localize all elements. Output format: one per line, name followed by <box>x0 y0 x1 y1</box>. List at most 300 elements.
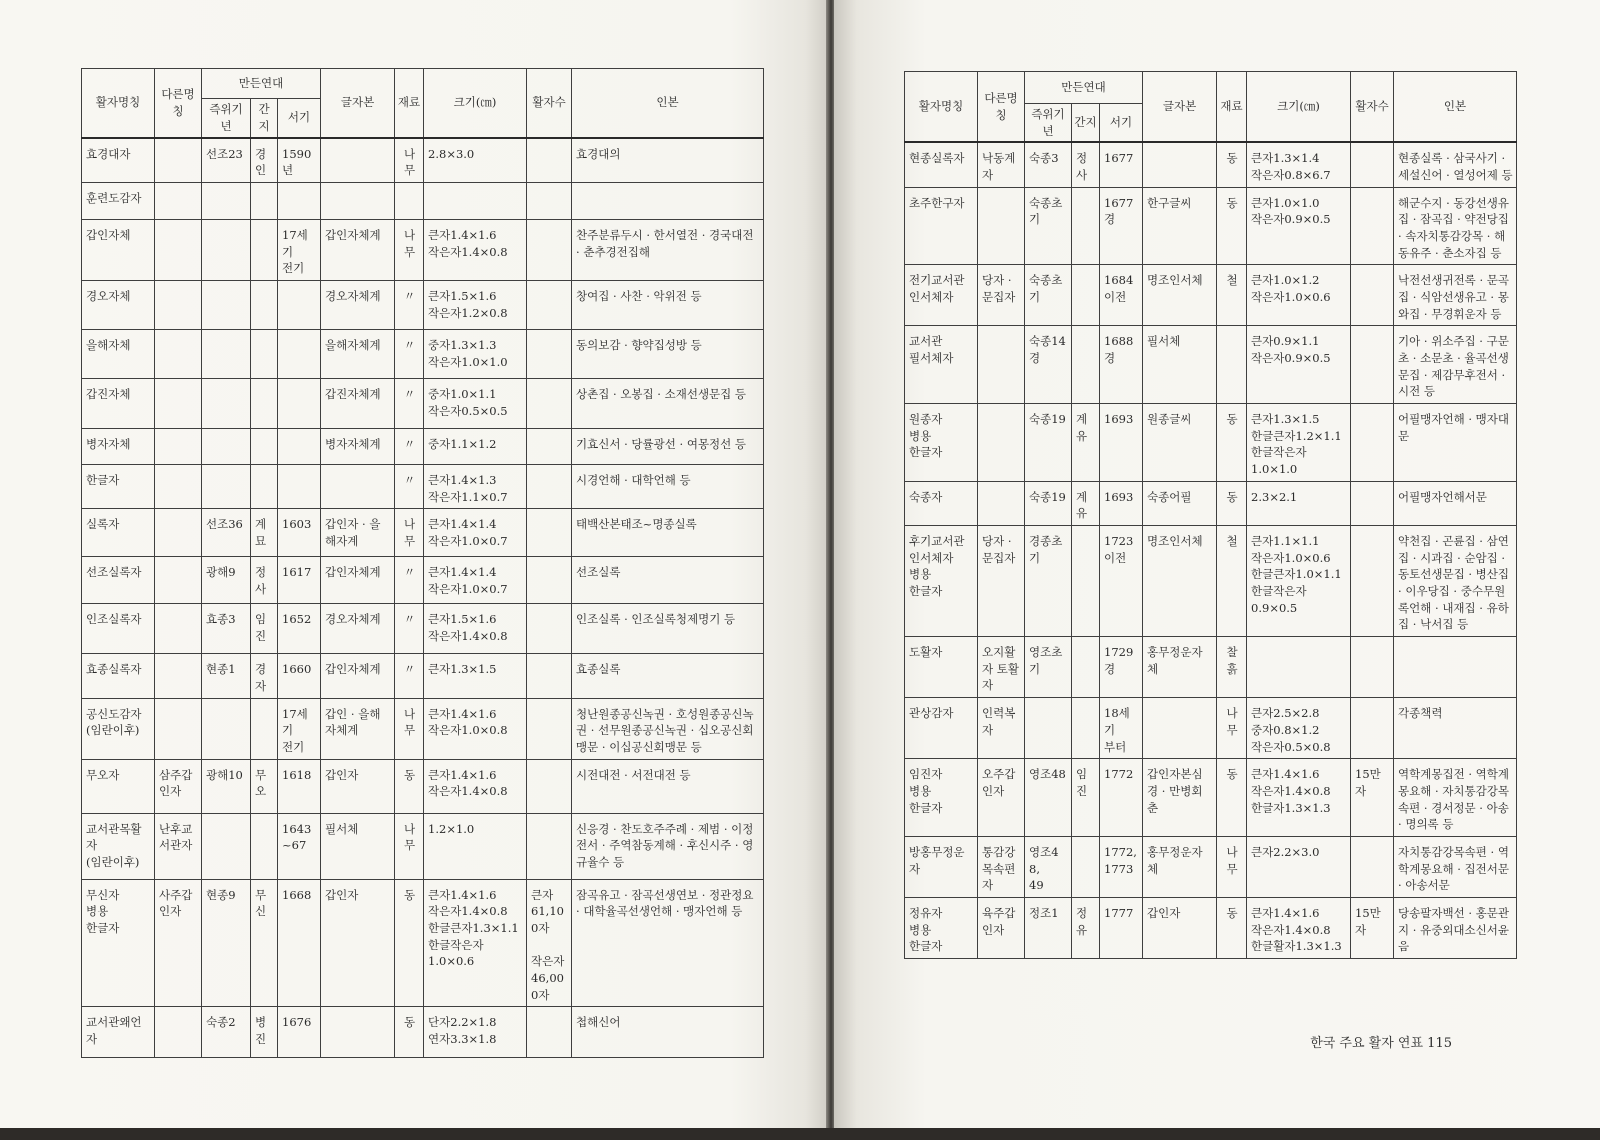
material-cell: 동 <box>395 1007 424 1058</box>
other-name-cell <box>155 604 202 654</box>
period-cell: 1617 <box>278 557 321 604</box>
other-name-cell <box>155 219 202 280</box>
other-name-cell: 당자 · 문집자 <box>978 265 1025 326</box>
material-cell: 찰흙 <box>1217 637 1247 698</box>
type-name-cell: 무신자 병용 한글자 <box>82 879 155 1007</box>
material-cell: 나무 <box>395 219 424 280</box>
page-caption: 한국 주요 활자 연표 115 <box>1310 1036 1452 1051</box>
other-name-cell <box>155 182 202 219</box>
type-name-cell: 후기교서관 인서체자 병용 한글자 <box>905 526 978 637</box>
reign-year-cell: 현종9 <box>202 879 251 1007</box>
size-cell: 큰자1.4×1.4 작은자1.0×0.7 <box>424 509 527 557</box>
table-row <box>905 526 1517 637</box>
table-row <box>82 759 764 813</box>
right-type-table <box>904 71 1517 959</box>
ganji-cell: 무신 <box>251 879 278 1007</box>
period-cell: 1618 <box>278 759 321 813</box>
period-cell <box>278 329 321 378</box>
printed-books-cell: 현종실록 · 삼국사기 · 세설신어 · 열성어제 등 <box>1394 142 1517 187</box>
reign-year-cell <box>202 428 251 464</box>
size-cell: 큰자1.5×1.6 작은자1.4×0.8 <box>424 604 527 654</box>
material-cell: 〃 <box>395 604 424 654</box>
other-name-cell <box>155 698 202 759</box>
header-material: 재료 <box>395 69 424 138</box>
printed-books-cell: 해군수지 · 동강선생유집 · 잠곡집 · 약전당집 · 속자치통감강목 · 해동유주 · 춘소자집 등 <box>1394 187 1517 265</box>
ganji-cell: 무오 <box>251 759 278 813</box>
table-row <box>82 329 764 378</box>
table-row <box>905 404 1517 482</box>
header-count: 활자수 <box>1351 72 1394 143</box>
reign-year-cell: 숙종2 <box>202 1007 251 1058</box>
table-row <box>82 1007 764 1058</box>
header-other-name: 다른명칭 <box>155 69 202 138</box>
script-cell: 갑인자체계 <box>321 219 395 280</box>
script-cell <box>321 182 395 219</box>
printed-books-cell: 선조실록 <box>572 557 764 604</box>
material-cell: 〃 <box>395 428 424 464</box>
printed-books-cell: 신응경 · 찬도호주주례 · 제범 · 이정전서 · 주역참동계해 · 후신시주 · 영규율수 등 <box>572 813 764 879</box>
size-cell: 큰자1.4×1.4 작은자1.0×0.7 <box>424 557 527 604</box>
type-name-cell: 전기교서관 인서체자 <box>905 265 978 326</box>
size-cell: 큰자1.0×1.2 작은자1.0×0.6 <box>1247 265 1351 326</box>
script-cell: 숙종어필 <box>1143 481 1217 525</box>
ganji-cell <box>1072 187 1100 265</box>
type-name-cell: 숙종자 <box>905 481 978 525</box>
printed-books-cell <box>572 182 764 219</box>
period-cell: 18세기 부터 <box>1100 698 1143 759</box>
reign-year-cell: 선조23 <box>202 138 251 183</box>
count-cell <box>1351 481 1394 525</box>
type-name-cell: 임진자 병용 한글자 <box>905 759 978 837</box>
material-cell: 동 <box>395 759 424 813</box>
size-cell: 큰자1.4×1.6 작은자1.4×0.8 <box>424 219 527 280</box>
count-cell <box>527 329 572 378</box>
period-cell: 1723이전 <box>1100 526 1143 637</box>
script-cell: 명조인서체 <box>1143 526 1217 637</box>
header-printed-books: 인본 <box>1394 72 1517 143</box>
ganji-cell <box>1072 526 1100 637</box>
other-name-cell <box>155 1007 202 1058</box>
table-row <box>82 219 764 280</box>
reign-year-cell: 광해10 <box>202 759 251 813</box>
script-cell: 경오자체계 <box>321 280 395 329</box>
right-table-body <box>905 142 1517 958</box>
type-name-cell: 경오자체 <box>82 280 155 329</box>
period-cell: 17세기 전기 <box>278 698 321 759</box>
table-row <box>82 182 764 219</box>
material-cell: 동 <box>1217 897 1247 958</box>
reign-year-cell <box>202 182 251 219</box>
material-cell <box>395 182 424 219</box>
header-script: 글자본 <box>1143 72 1217 143</box>
table-row <box>905 142 1517 187</box>
header-made-era: 만든연대 <box>202 69 321 99</box>
script-cell: 필서체 <box>1143 326 1217 404</box>
other-name-cell <box>155 654 202 698</box>
reign-year-cell: 숙종3 <box>1025 142 1072 187</box>
printed-books-cell: 태백산본태조~명종실록 <box>572 509 764 557</box>
period-cell <box>278 182 321 219</box>
header-ganji: 간지 <box>1072 104 1100 143</box>
material-cell: 동 <box>1217 142 1247 187</box>
header-type-name: 활자명칭 <box>905 72 978 143</box>
header-material: 재료 <box>1217 72 1247 143</box>
table-row <box>905 481 1517 525</box>
printed-books-cell: 효종실록 <box>572 654 764 698</box>
reign-year-cell: 선조36 <box>202 509 251 557</box>
other-name-cell <box>155 464 202 508</box>
count-cell <box>1351 187 1394 265</box>
header-ganji: 간지 <box>251 99 278 138</box>
type-name-cell: 초주한구자 <box>905 187 978 265</box>
size-cell: 큰자1.0×1.0 작은자0.9×0.5 <box>1247 187 1351 265</box>
period-cell: 1677 <box>1100 142 1143 187</box>
other-name-cell: 삼주갑인자 <box>155 759 202 813</box>
header-other-name: 다른명칭 <box>978 72 1025 143</box>
script-cell <box>321 138 395 183</box>
type-name-cell: 갑진자체 <box>82 378 155 428</box>
period-cell: 1693 <box>1100 404 1143 482</box>
right-page <box>834 0 1600 1128</box>
ganji-cell <box>251 182 278 219</box>
size-cell: 큰자2.2×3.0 <box>1247 836 1351 897</box>
count-cell <box>527 182 572 219</box>
size-cell: 큰자1.4×1.3 작은자1.1×0.7 <box>424 464 527 508</box>
ganji-cell <box>251 428 278 464</box>
size-cell: 큰자1.4×1.6 작은자1.4×0.8 한글활자1.3×1.3 <box>1247 897 1351 958</box>
type-name-cell: 병자자체 <box>82 428 155 464</box>
script-cell: 홍무정운자체 <box>1143 637 1217 698</box>
table-row <box>82 138 764 183</box>
type-name-cell: 훈련도감자 <box>82 182 155 219</box>
header-printed-books: 인본 <box>572 69 764 138</box>
ganji-cell: 계유 <box>1072 404 1100 482</box>
reign-year-cell: 영조초기 <box>1025 637 1072 698</box>
material-cell: 〃 <box>395 654 424 698</box>
reign-year-cell <box>202 329 251 378</box>
size-cell: 2.3×2.1 <box>1247 481 1351 525</box>
period-cell <box>278 464 321 508</box>
table-row <box>82 879 764 1007</box>
printed-books-cell: 각종책력 <box>1394 698 1517 759</box>
count-cell <box>527 138 572 183</box>
ganji-cell <box>251 698 278 759</box>
script-cell <box>321 464 395 508</box>
header-size: 크기(㎝) <box>1247 72 1351 143</box>
size-cell: 2.8×3.0 <box>424 138 527 183</box>
period-cell: 1590년 <box>278 138 321 183</box>
left-table-body <box>82 138 764 1058</box>
script-cell: 갑인자 <box>321 879 395 1007</box>
material-cell: 동 <box>1217 481 1247 525</box>
period-cell: 17세기 전기 <box>278 219 321 280</box>
count-cell <box>1351 265 1394 326</box>
type-name-cell: 선조실록자 <box>82 557 155 604</box>
count-cell <box>1351 698 1394 759</box>
count-cell <box>1351 836 1394 897</box>
ganji-cell: 정사 <box>1072 142 1100 187</box>
other-name-cell: 난후교서관자 <box>155 813 202 879</box>
material-cell: 나무 <box>395 138 424 183</box>
size-cell <box>424 182 527 219</box>
ganji-cell <box>251 464 278 508</box>
script-cell: 갑인자 · 을해자계 <box>321 509 395 557</box>
bottom-edge-shadow <box>0 1128 1600 1140</box>
material-cell: 동 <box>1217 759 1247 837</box>
printed-books-cell: 시전대전 · 서전대전 등 <box>572 759 764 813</box>
material-cell: 〃 <box>395 464 424 508</box>
reign-year-cell: 경종초기 <box>1025 526 1072 637</box>
period-cell: 1676 <box>278 1007 321 1058</box>
ganji-cell <box>1072 637 1100 698</box>
script-cell: 갑인 · 을해자체계 <box>321 698 395 759</box>
ganji-cell: 계묘 <box>251 509 278 557</box>
other-name-cell: 육주갑인자 <box>978 897 1025 958</box>
table-row <box>82 280 764 329</box>
count-cell <box>1351 326 1394 404</box>
type-name-cell: 효종실록자 <box>82 654 155 698</box>
type-name-cell: 한글자 <box>82 464 155 508</box>
size-cell: 중자1.3×1.3 작은자1.0×1.0 <box>424 329 527 378</box>
size-cell: 큰자1.3×1.5 <box>424 654 527 698</box>
header-period: 서기 <box>1100 104 1143 143</box>
table-row <box>82 813 764 879</box>
table-row <box>905 698 1517 759</box>
period-cell: 1677경 <box>1100 187 1143 265</box>
material-cell: 〃 <box>395 329 424 378</box>
printed-books-cell: 상촌집 · 오봉집 · 소재선생문집 등 <box>572 378 764 428</box>
reign-year-cell <box>202 698 251 759</box>
other-name-cell <box>155 428 202 464</box>
script-cell: 갑인자본심경 · 만병회춘 <box>1143 759 1217 837</box>
material-cell: 철 <box>1217 526 1247 637</box>
type-name-cell: 관상감자 <box>905 698 978 759</box>
other-name-cell <box>978 404 1025 482</box>
count-cell <box>1351 526 1394 637</box>
reign-year-cell: 영조48 <box>1025 759 1072 837</box>
printed-books-cell: 약천집 · 곤륜집 · 삼연집 · 시과집 · 순암집 · 동토선생문집 · 병산집 · 이우당집 · 중수무원록언해 · 내재집 · 유하집 · 낙서집 등 <box>1394 526 1517 637</box>
material-cell: 나무 <box>1217 836 1247 897</box>
script-cell: 병자자체계 <box>321 428 395 464</box>
type-name-cell: 인조실록자 <box>82 604 155 654</box>
script-cell: 갑인자체계 <box>321 654 395 698</box>
size-cell: 단자2.2×1.8 연자3.3×1.8 <box>424 1007 527 1058</box>
size-cell: 큰자1.4×1.6 작은자1.4×0.8 <box>424 759 527 813</box>
other-name-cell <box>155 509 202 557</box>
size-cell <box>1247 637 1351 698</box>
ganji-cell <box>251 329 278 378</box>
period-cell: 1693 <box>1100 481 1143 525</box>
printed-books-cell: 잠곡유고 · 잠곡선생연보 · 정관정요 · 대학율곡선생언해 · 맹자언해 등 <box>572 879 764 1007</box>
count-cell <box>1351 404 1394 482</box>
count-cell <box>527 378 572 428</box>
size-cell: 큰자0.9×1.1 작은자0.9×0.5 <box>1247 326 1351 404</box>
size-cell: 1.2×1.0 <box>424 813 527 879</box>
ganji-cell: 경인 <box>251 138 278 183</box>
right-table-header <box>905 72 1517 143</box>
reign-year-cell: 광해9 <box>202 557 251 604</box>
other-name-cell: 당자 · 문집자 <box>978 526 1025 637</box>
size-cell: 큰자1.1×1.1 작은자1.0×0.6 한글큰자1.0×1.1 한글작은자 0.9×0.5 <box>1247 526 1351 637</box>
other-name-cell <box>155 557 202 604</box>
table-row <box>905 187 1517 265</box>
other-name-cell: 오지활자 토활자 <box>978 637 1025 698</box>
type-name-cell: 교서관왜언자 <box>82 1007 155 1058</box>
size-cell: 큰자1.4×1.6 작은자1.4×0.8 한글큰자1.3×1.1 한글작은자 1.0×0.6 <box>424 879 527 1007</box>
table-row <box>82 428 764 464</box>
size-cell: 큰자1.3×1.5 한글큰자1.2×1.1 한글작은자 1.0×1.0 <box>1247 404 1351 482</box>
count-cell <box>527 219 572 280</box>
period-cell: 1729경 <box>1100 637 1143 698</box>
count-cell <box>527 604 572 654</box>
size-cell: 중자1.1×1.2 <box>424 428 527 464</box>
printed-books-cell: 어필맹자언해 · 맹자대문 <box>1394 404 1517 482</box>
printed-books-cell: 효경대의 <box>572 138 764 183</box>
type-name-cell: 실록자 <box>82 509 155 557</box>
table-row <box>905 836 1517 897</box>
count-cell <box>527 428 572 464</box>
reign-year-cell: 효종3 <box>202 604 251 654</box>
ganji-cell <box>1072 698 1100 759</box>
period-cell: 1684이전 <box>1100 265 1143 326</box>
material-cell <box>1217 326 1247 404</box>
script-cell: 을해자체계 <box>321 329 395 378</box>
script-cell: 한구글씨 <box>1143 187 1217 265</box>
printed-books-cell: 찬주분류두시 · 한서열전 · 경국대전 · 춘추경전집해 <box>572 219 764 280</box>
type-name-cell: 공신도감자 (임란이후) <box>82 698 155 759</box>
material-cell: 동 <box>1217 187 1247 265</box>
period-cell: 1643 ~67 <box>278 813 321 879</box>
table-row <box>905 326 1517 404</box>
type-name-cell: 갑인자체 <box>82 219 155 280</box>
period-cell: 1777 <box>1100 897 1143 958</box>
type-name-cell: 교서관 필서체자 <box>905 326 978 404</box>
header-made-era: 만든연대 <box>1025 72 1143 104</box>
material-cell: 동 <box>1217 404 1247 482</box>
table-row <box>82 509 764 557</box>
printed-books-cell: 어필맹자언해서문 <box>1394 481 1517 525</box>
count-cell <box>527 698 572 759</box>
count-cell <box>527 654 572 698</box>
count-cell <box>527 557 572 604</box>
reign-year-cell: 숙종19 <box>1025 404 1072 482</box>
material-cell: 철 <box>1217 265 1247 326</box>
type-name-cell: 을해자체 <box>82 329 155 378</box>
period-cell: 1688경 <box>1100 326 1143 404</box>
type-name-cell: 교서관목활자 (임란이후) <box>82 813 155 879</box>
reign-year-cell <box>202 280 251 329</box>
period-cell: 1668 <box>278 879 321 1007</box>
printed-books-cell: 자치통감강목속편 · 역학계몽요해 · 집전서문 · 아송서문 <box>1394 836 1517 897</box>
table-row <box>905 897 1517 958</box>
material-cell: 〃 <box>395 280 424 329</box>
table-row <box>82 378 764 428</box>
type-name-cell: 원종자 병용 한글자 <box>905 404 978 482</box>
other-name-cell: 낙동계자 <box>978 142 1025 187</box>
script-cell <box>1143 142 1217 187</box>
other-name-cell: 오주갑인자 <box>978 759 1025 837</box>
period-cell: 1652 <box>278 604 321 654</box>
size-cell: 큰자2.5×2.8 중자0.8×1.2 작은자0.5×0.8 <box>1247 698 1351 759</box>
script-cell: 갑인자체계 <box>321 557 395 604</box>
script-cell: 경오자체계 <box>321 604 395 654</box>
count-cell <box>527 280 572 329</box>
printed-books-cell: 당송팔자백선 · 홍문관지 · 유중외대소신서윤음 <box>1394 897 1517 958</box>
ganji-cell: 병진 <box>251 1007 278 1058</box>
period-cell <box>278 428 321 464</box>
material-cell: 〃 <box>395 378 424 428</box>
table-row <box>905 265 1517 326</box>
printed-books-cell: 역학계몽집전 · 역학계몽요해 · 자치통감강목속편 · 경서정문 · 아송 · 명의록 등 <box>1394 759 1517 837</box>
other-name-cell <box>155 138 202 183</box>
table-row <box>82 654 764 698</box>
table-row <box>905 759 1517 837</box>
reign-year-cell <box>1025 698 1072 759</box>
period-cell: 1772 <box>1100 759 1143 837</box>
script-cell: 원종글씨 <box>1143 404 1217 482</box>
other-name-cell: 사주갑인자 <box>155 879 202 1007</box>
ganji-cell <box>251 280 278 329</box>
material-cell: 나무 <box>395 509 424 557</box>
header-period: 서기 <box>278 99 321 138</box>
reign-year-cell <box>202 813 251 879</box>
printed-books-cell: 인조실록 · 인조실록청제명기 등 <box>572 604 764 654</box>
size-cell: 큰자1.4×1.6 작은자1.0×0.8 <box>424 698 527 759</box>
other-name-cell <box>155 378 202 428</box>
table-row <box>905 637 1517 698</box>
printed-books-cell <box>1394 637 1517 698</box>
printed-books-cell: 시경언해 · 대학언해 등 <box>572 464 764 508</box>
ganji-cell: 정유 <box>1072 897 1100 958</box>
material-cell: 나무 <box>395 813 424 879</box>
header-count: 활자수 <box>527 69 572 138</box>
material-cell: 나무 <box>1217 698 1247 759</box>
printed-books-cell: 낙전선생귀전록 · 문곡집 · 식암선생유고 · 몽와집 · 무경휘운자 등 <box>1394 265 1517 326</box>
script-cell: 홍무정운자체 <box>1143 836 1217 897</box>
ganji-cell: 경자 <box>251 654 278 698</box>
size-cell: 큰자1.5×1.6 작은자1.2×0.8 <box>424 280 527 329</box>
script-cell: 갑진자체계 <box>321 378 395 428</box>
printed-books-cell: 청난원종공신녹권 · 호성원종공신녹권 · 선무원종공신녹권 · 십오공신회맹문 · 이십공신회맹문 등 <box>572 698 764 759</box>
printed-books-cell: 기아 · 위소주집 · 구문초 · 소문초 · 율곡선생문집 · 제감무후전서 · 시전 등 <box>1394 326 1517 404</box>
material-cell: 동 <box>395 879 424 1007</box>
ganji-cell <box>251 813 278 879</box>
count-cell <box>527 759 572 813</box>
header-reign-year: 즉위기년 <box>1025 104 1072 143</box>
table-row <box>82 604 764 654</box>
type-name-cell: 도활자 <box>905 637 978 698</box>
reign-year-cell: 숙종초기 <box>1025 187 1072 265</box>
table-row <box>82 464 764 508</box>
ganji-cell <box>251 219 278 280</box>
ganji-cell: 임진 <box>251 604 278 654</box>
printed-books-cell: 창여집 · 사찬 · 악위전 등 <box>572 280 764 329</box>
table-row <box>82 557 764 604</box>
reign-year-cell: 정조1 <box>1025 897 1072 958</box>
header-size: 크기(㎝) <box>424 69 527 138</box>
type-name-cell: 무오자 <box>82 759 155 813</box>
count-cell <box>527 813 572 879</box>
printed-books-cell: 첩해신어 <box>572 1007 764 1058</box>
period-cell: 1603 <box>278 509 321 557</box>
left-type-table <box>81 68 764 1058</box>
other-name-cell <box>978 481 1025 525</box>
header-type-name: 활자명칭 <box>82 69 155 138</box>
script-cell: 필서체 <box>321 813 395 879</box>
other-name-cell: 인력복자 <box>978 698 1025 759</box>
header-reign-year: 즉위기년 <box>202 99 251 138</box>
table-row <box>82 698 764 759</box>
